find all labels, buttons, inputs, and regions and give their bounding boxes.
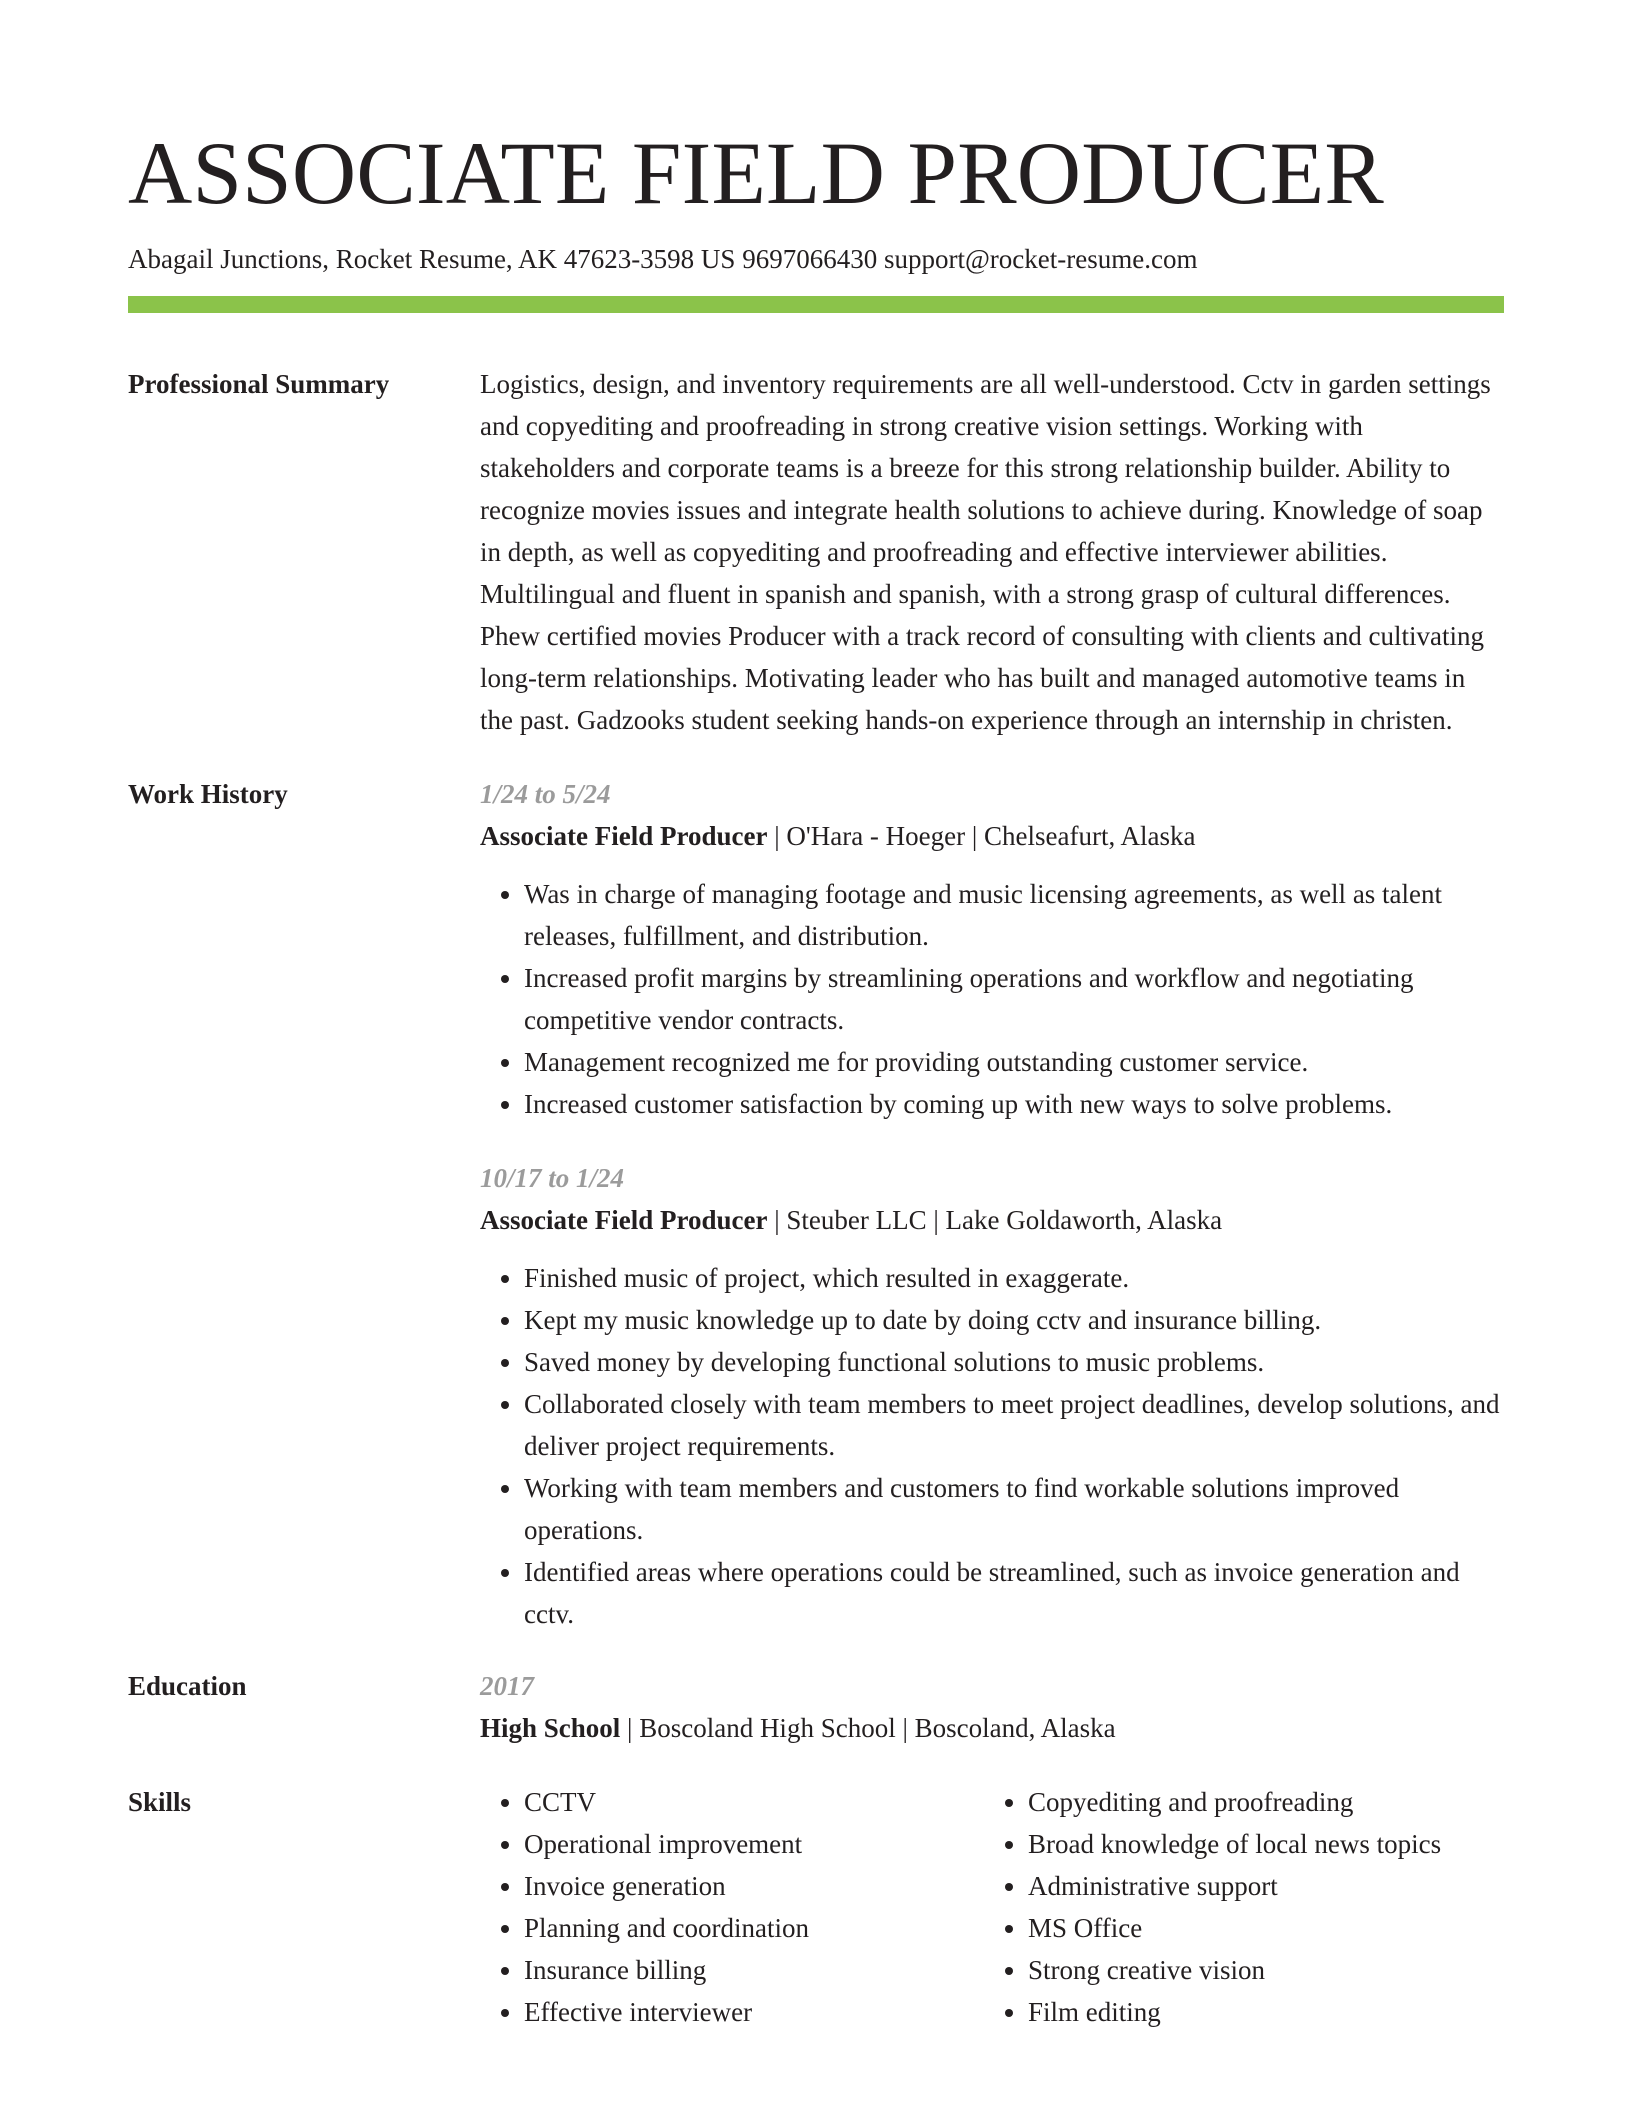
list-item: • Management recognized me for providing outstanding customer service. xyxy=(524,1041,1504,1083)
job-bullets xyxy=(480,873,1504,1125)
job-dates: 10/17 to 1/24 xyxy=(480,1163,625,1193)
skill-item: • Operational improvement xyxy=(524,1823,984,1865)
job-details: | Steuber LLC | Lake Goldaworth, Alaska xyxy=(767,1205,1223,1235)
section-label-skills: Skills xyxy=(128,1787,192,1817)
skill-item: • Strong creative vision xyxy=(1028,1949,1528,1991)
skill-item: • Copyediting and proofreading xyxy=(1028,1781,1528,1823)
skill-item: • Film editing xyxy=(1028,1991,1528,2033)
work-history-section xyxy=(128,773,1504,1635)
list-item: • Saved money by developing functional solutions to music problems. xyxy=(524,1341,1504,1383)
job-entry xyxy=(480,773,1504,1125)
list-item: • Increased profit margins by streamlining operations and workflow and negotiating competitive vendor contracts. xyxy=(524,957,1504,1041)
job-heading xyxy=(480,1199,1504,1241)
education-details: | Boscoland High School | Boscoland, Alaska xyxy=(620,1713,1116,1743)
list-item: • Identified areas where operations could be streamlined, such as invoice generation and cctv. xyxy=(524,1551,1504,1635)
job-dates: 1/24 to 5/24 xyxy=(480,779,611,809)
skill-item: • Planning and coordination xyxy=(524,1907,984,1949)
skill-item: • Invoice generation xyxy=(524,1865,984,1907)
skills-section xyxy=(128,1781,1504,2033)
skill-item: • MS Office xyxy=(1028,1907,1528,1949)
skill-item: • Effective interviewer xyxy=(524,1991,984,2033)
skill-item: • Broad knowledge of local news topics xyxy=(1028,1823,1528,1865)
education-year: 2017 xyxy=(480,1671,534,1701)
list-item: • Finished music of project, which resulted in exaggerate. xyxy=(524,1257,1504,1299)
section-label-work: Work History xyxy=(128,779,288,809)
section-label-education: Education xyxy=(128,1671,247,1701)
job-details: | O'Hara - Hoeger | Chelseafurt, Alaska xyxy=(767,821,1196,851)
job-title: Associate Field Producer xyxy=(480,821,768,851)
skill-item: • Administrative support xyxy=(1028,1865,1528,1907)
list-item: • Kept my music knowledge up to date by doing cctv and insurance billing. xyxy=(524,1299,1504,1341)
contact-line: Abagail Junctions, Rocket Resume, AK 47623-3598 US 9697066430 support@rocket-resume.com xyxy=(128,244,1198,274)
education-heading xyxy=(480,1707,1504,1749)
accent-divider xyxy=(128,296,1504,313)
resume-title: ASSOCIATE FIELD PRODUCER xyxy=(128,125,1384,223)
skills-list-left xyxy=(480,1781,984,2033)
list-item: • Increased customer satisfaction by coming up with new ways to solve problems. xyxy=(524,1083,1504,1125)
list-item: • Working with team members and customers to find workable solutions improved operations. xyxy=(524,1467,1504,1551)
skills-list-right xyxy=(984,1781,1528,2033)
job-bullets xyxy=(480,1257,1504,1635)
job-heading xyxy=(480,815,1504,857)
skill-item: • CCTV xyxy=(524,1781,984,1823)
education-section xyxy=(128,1665,1504,1749)
list-item: • Collaborated closely with team members to meet project deadlines, develop solutions, and deliver project requirements. xyxy=(524,1383,1504,1467)
summary-section xyxy=(128,363,1504,741)
job-title: Associate Field Producer xyxy=(480,1205,768,1235)
education-degree: High School xyxy=(480,1713,621,1743)
section-label-summary: Professional Summary xyxy=(128,369,390,399)
list-item: • Was in charge of managing footage and music licensing agreements, as well as talent releases, fulfillment, and distribution. xyxy=(524,873,1504,957)
summary-text: Logistics, design, and inventory requirements are all well-understood. Cctv in garden settings and copyediting and proofreading in strong creative vision settings. Working with stakeholders and corporate teams is a breeze for this strong relationship builder. Ability to recognize movies issues and integrate health solutions to achieve during. Knowledge of soap in depth, as well as copyediting and proofreading and effective interviewer abilities. Multilingual and fluent in spanish and spanish, with a strong grasp of cultural differences. Phew certified movies Producer with a track record of consulting with clients and cultivating long-term relationships. Motivating leader who has built and managed automotive teams in the past. Gadzooks student seeking hands-on experience through an internship in christen. xyxy=(480,369,1491,735)
skill-item: • Insurance billing xyxy=(524,1949,984,1991)
job-entry xyxy=(480,1157,1504,1635)
